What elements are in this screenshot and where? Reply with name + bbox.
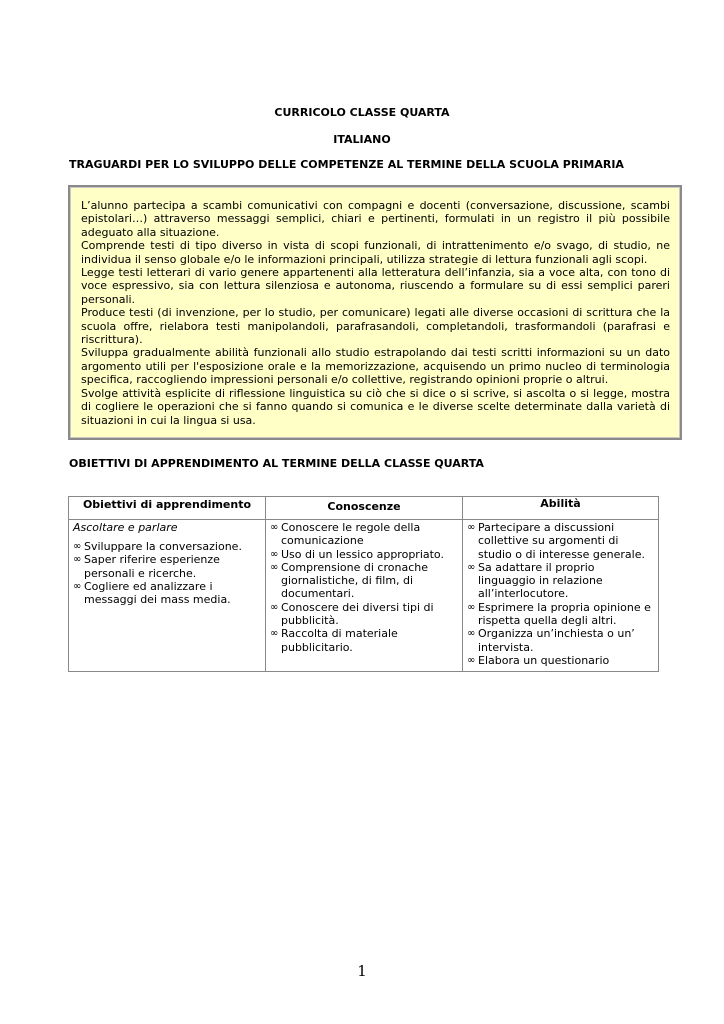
bullet-icon: ∞ (270, 548, 279, 560)
table-header-row (69, 497, 659, 520)
bullet-icon: ∞ (270, 561, 279, 573)
obiettivi-cell (69, 520, 266, 672)
bullet-icon: ∞ (467, 654, 476, 666)
page-number: 1 (357, 962, 367, 980)
table-row (69, 520, 659, 672)
bullet-icon: ∞ (467, 522, 476, 533)
list-item: ∞ Partecipare a discussioni collettive su argomenti di studio o di interesse generale. (467, 521, 645, 561)
column-header-abilita: Abilità (463, 497, 659, 520)
traguardi-paragraph: Legge testi letterari di vario genere appartenenti alla letteratura dell’infanzia, sia a voce alta, con tono di voce espressivo, sia con lettura silenziosa e autonoma, riuscendo a formulare su di essi semplici pareri personali. (81, 266, 670, 306)
traguardi-box (68, 185, 682, 440)
list-item: ∞ Raccolta di materiale pubblicitario. (270, 627, 398, 654)
list-item: ∞ Comprensione di cronache giornalistiche, di film, di documentari. (270, 560, 428, 601)
bullet-icon: ∞ (270, 628, 279, 640)
traguardi-paragraph: Produce testi (di invenzione, per lo studio, per comunicare) legati alle diverse occasioni di scrittura che la scuola offre, rielabora testi manipolandoli, parafrasandoli, completandoli, trasformandoli (parafrasi e riscrittura). (81, 306, 670, 347)
bullet-icon: ∞ (467, 601, 476, 613)
abilita-list (467, 521, 654, 667)
list-item: ∞ Sa adattare il proprio linguaggio in relazione all’interlocutore. (467, 560, 603, 601)
conoscenze-cell (266, 520, 463, 672)
list-item: ∞ Esprimere la propria opinione e rispetta quella degli altri. (467, 600, 651, 628)
column-header-obiettivi: Obiettivi di apprendimento (69, 497, 266, 520)
traguardi-paragraph: L’alunno partecipa a scambi comunicativi con compagni e docenti (conversazione, discussione, scambi epistolari…) attraverso messaggi semplici, chiari e pertinenti, formulati in un registro il più possibile adeguato alla situazione. (81, 199, 670, 239)
traguardi-paragraph: Comprende testi di tipo diverso in vista di scopi funzionali, di intrattenimento e/o svago, di studio, ne individua il senso globale e/o le informazioni principali, utilizza strategie di lettura funzionali agli scopi. (81, 239, 670, 266)
section-label: Ascoltare e parlare (73, 521, 178, 534)
bullet-icon: ∞ (467, 628, 476, 640)
list-item: ∞ Sviluppare la conversazione. (73, 540, 242, 553)
bullet-icon: ∞ (73, 580, 82, 592)
traguardi-paragraph: Sviluppa gradualmente abilità funzionali allo studio estrapolando dai testi scritti informazioni su un dato argomento utili per l'esposizione orale e la memorizzazione, acquisendo un primo nucleo di terminologia specifica, raccogliendo impressioni personali e/o collettive, registrando opinioni proprie o altrui. (81, 346, 670, 387)
document-title: CURRICOLO CLASSE QUARTA (274, 106, 450, 119)
bullet-icon: ∞ (270, 601, 279, 613)
traguardi-paragraph: Svolge attività esplicite di riflessione linguistica su ciò che si dice o si scrive, si ascolta o si legge, mostra di cogliere le operazioni che si fanno quando si comunica e le diverse scelte determinate dalla varietà di situazioni in cui la lingua si usa. (81, 386, 670, 427)
abilita-cell (463, 520, 659, 672)
bullet-icon: ∞ (73, 541, 82, 552)
column-header-conoscenze: Conoscenze (266, 497, 463, 520)
list-item: ∞ Cogliere ed analizzare i messaggi dei mass media. (73, 579, 231, 607)
list-item: ∞ Conoscere dei diversi tipi di pubblicità. (270, 600, 434, 628)
list-item: ∞ Organizza un’inchiesta o un’ intervista. (467, 627, 635, 654)
traguardi-heading: TRAGUARDI PER LO SVILUPPO DELLE COMPETENZE AL TERMINE DELLA SCUOLA PRIMARIA (69, 158, 624, 171)
conoscenze-list (270, 521, 458, 654)
bullet-icon: ∞ (467, 561, 476, 573)
list-item: ∞ Elabora un questionario (467, 653, 610, 667)
obiettivi-heading: OBIETTIVI DI APPRENDIMENTO AL TERMINE DELLA CLASSE QUARTA (69, 457, 484, 470)
bullet-icon: ∞ (73, 554, 82, 566)
subject-title: ITALIANO (333, 133, 391, 146)
list-item: ∞ Conoscere le regole della comunicazione (270, 521, 421, 548)
obiettivi-table (68, 496, 659, 672)
list-item: ∞ Uso di un lessico appropriato. (270, 547, 444, 561)
list-item: ∞ Saper riferire esperienze personali e ricerche. (73, 553, 220, 580)
obiettivi-list (73, 540, 261, 606)
bullet-icon: ∞ (270, 522, 279, 533)
